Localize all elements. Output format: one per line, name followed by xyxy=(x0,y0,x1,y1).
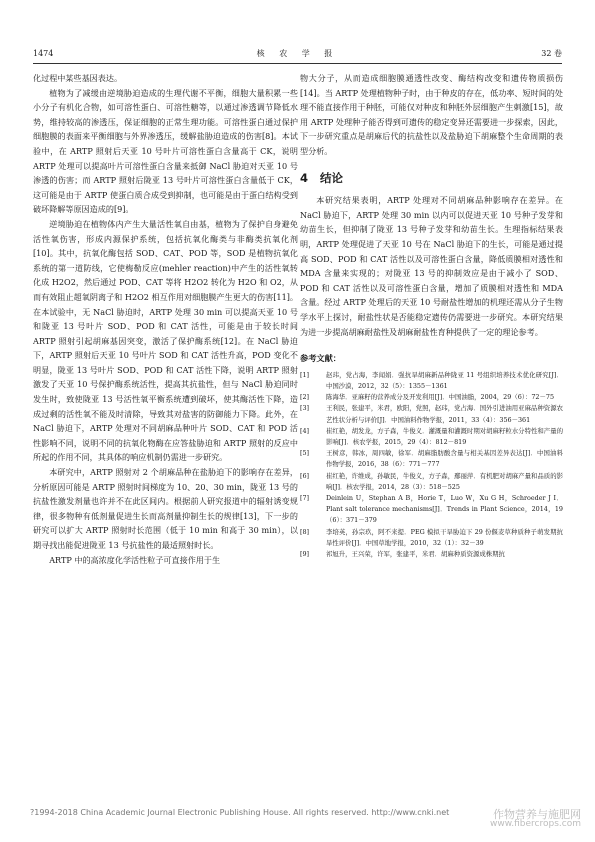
references-heading: 参考文献： xyxy=(300,353,341,364)
section-number: 4 xyxy=(300,170,309,185)
paragraph: ARTP 中的高浓度化学活性粒子可直接作用于生 xyxy=(49,554,221,565)
conclusion-paragraph: 本研究结果表明，ARTP 处理对不同胡麻品种影响存在差异。在 NaCl 胁迫下，ARTP 处理 30 min 以内可以促进天亚 10 号种子发芽和幼苗生长，但抑制了陇亚 13 号种子发芽和幼苗生长。生理指标结果表明，ARTP 处理促进了天亚 10 号在 NaCl 胁迫下的生长，可能是通过提高 SOD、POD 和 CAT 活性以及可溶性蛋白含量，降低质膜相对透性和 MDA 含量来实现的；对陇亚 13 号的抑制效应是由于减小了 SOD、POD 和 CAT 活性以及可溶性蛋白含量，增加了质膜相对透性和 MDA 含量。经过 ARTP 处理后的天亚 10 号耐盐性增加的机理还需从分子生物学水平上探讨，耐盐性状是否能稳定遗传仍需要进一步研究。本研究结果为进一步提高胡麻耐盐性及胡麻耐盐性育种提供了一定的理论参考。 xyxy=(300,195,563,337)
paragraph: 植物为了减缓由逆境胁迫造成的生理代谢不平衡，细胞大量积累一些小分子有机化合物，如可溶性蛋白、可溶性糖等，以通过渗透调节降低水势，维持较高的渗透压，保证细胞的正常生理功能。可溶性蛋白通过保护细胞膜的表面来平衡细胞与外界渗透压，缓解盐胁迫造成的伤害[8]。本试验中，在 ARTP 照射后天亚 10 号叶片可溶性蛋白含量高于 CK，说明 ARTP 处理可以提高叶片可溶性蛋白含量来抵御 NaCl 胁迫对天亚 10 号渗透的伤害；而 ARTP 照射后陇亚 13 号叶片可溶性蛋白含量低于 CK，这可能是由于 ARTP 使蛋白质合成受到抑制，也可能是由于蛋白结构受到破坏降解等原因造成的[9]。 xyxy=(33,87,298,215)
reference-text: 李培英，孙宗玖，阿不来提．PEG 模拟干旱胁迫下 29 份偃麦草种质种子萌发期抗旱性评价[J]．中国草地学报，2010，32（1）：32－39 xyxy=(326,527,563,547)
reference-text: 王树彦，韩冰，周四敏，徐军．胡麻脂肪酸含量与相关基因差异表达[J]．中国油料作物学报，2016，38（6）：771－777 xyxy=(326,449,563,469)
reference-item xyxy=(300,549,563,560)
reference-item xyxy=(300,426,563,448)
reference-item xyxy=(300,448,563,470)
reference-item xyxy=(300,403,563,425)
reference-list xyxy=(300,370,563,560)
reference-item xyxy=(300,527,563,549)
reference-number: [7] xyxy=(300,493,310,502)
reference-text: 赵玮，党占海，李闻娟．强抗旱胡麻新品种陇亚 11 号组织培养技术优化研究[J]．中国沙漠，2012，32（5）：1355－1361 xyxy=(326,370,563,390)
paragraph: 物大分子，从而造成细胞膜通透性改变、酶结构改变和遗传物质损伤[14]。当 ARTP 处理植物种子时，由于种皮的存在，低功率、短时间的处理不能直接作用于种胚，可能仅对种皮和种胚外层细胞产生刺激[15]，故用 ARTP 处理种子能否得到可遗传的稳定变异还需要进一步探索，因此，下一步研究重点是胡麻后代的抗盐性以及盐胁迫下胡麻整个生命周期的表型分析。 xyxy=(300,73,563,156)
reference-text: 王利民，张建平，米君，欧阳，党照，赵玮，党占海．国外引进油用亚麻品种资源农艺性状分析与评价[J]．中国油料作物学报，2011，33（4）：356－361 xyxy=(326,404,563,424)
volume-label: 32 卷 xyxy=(541,49,562,58)
right-column xyxy=(300,71,563,560)
reference-number: [5] xyxy=(300,449,310,458)
reference-text: Deinlein U，Stephan A B，Horie T，Luo W，Xu G H，Schroeder J I．Plant salt tolerance mechanisms[J]．Trends in Plant Science，2014，19（6）：371－379 xyxy=(326,493,563,525)
page-number: 1474 xyxy=(33,49,54,58)
left-column xyxy=(33,71,298,567)
reference-number: [4] xyxy=(300,426,310,435)
journal-title: 核 农 学 报 xyxy=(256,49,339,58)
watermark-logo-text: 作物营养与施肥网 xyxy=(493,808,581,821)
reference-item xyxy=(300,493,563,527)
reference-item xyxy=(300,471,563,493)
reference-number: [9] xyxy=(300,549,310,558)
header-rule xyxy=(33,63,562,64)
running-header xyxy=(33,47,562,61)
paragraph: 本研究中，ARTP 照射对 2 个胡麻品种在盐胁迫下的影响存在差异，分析原因可能是 ARTP 照射时间梯度为 10、20、30 min，陇亚 13 号的抗盐性激发剂量也许并不在此区间内。根据前人研究报道中的辐射诱变规律，很多物种有低剂量促进生长而高剂量抑制生长的规律[13]，下一步的研究可以扩大 ARTP 照射时长范围（低于 10 min 和高于 30 min），以期寻找出能促进陇亚 13 号抗盐性的最适照射时长。 xyxy=(33,467,298,550)
reference-text: 崔红艳，许维成，孙敏民，牛俊义，方子森，鄢丽萍．有机肥对胡麻产量和品质的影响[J]．核农学报，2014，28（3）：518－525 xyxy=(326,471,563,491)
section-heading-conclusion xyxy=(300,171,563,186)
watermark-url: www.fibercrops.com xyxy=(490,819,581,829)
reference-number: [8] xyxy=(300,527,310,536)
reference-item xyxy=(300,370,563,392)
reference-item xyxy=(300,392,563,403)
reference-text: 祁旭升，王兴荣，许军，张建平，米君．胡麻种质资源成株期抗 xyxy=(326,549,505,558)
copyright-notice: ?1994-2018 China Academic Journal Electronic Publishing House. All rights reserved. http://www.cnki.net xyxy=(30,808,450,817)
reference-number: [6] xyxy=(300,471,310,480)
reference-text: 崔红艳，胡发龙，方子森，牛俊义．灌溉量和灌溉时期对胡麻籽粒水分特性和产量的影响[J]．核农学报，2015，29（4）：812－819 xyxy=(326,426,563,446)
reference-number: [1] xyxy=(300,370,310,379)
paragraph: 化过程中某些基因表达。 xyxy=(33,73,123,83)
paragraph: 逆境胁迫在植物体内产生大量活性氧自由基，植物为了保护自身避免活性氧伤害，形成内源保护系统，包括抗氧化酶类与非酶类抗氧化剂[10]。其中，抗氧化酶包括 SOD、CAT、POD 等，SOD 是植物抗氧化系统的第一道防线，它使梅勒反应(mehler reaction)中产生的活性氧转化成 H2O2，然后通过 POD、CAT 等将 H2O2 转化为 H2O 和 O2，从而有效阻止超氧阴离子和 H2O2 相互作用对细胞膜产生更大的伤害[11]。在本试验中，无 NaCl 胁迫时，ARTP 处理 30 min 可以提高天亚 10 号和陇亚 13 号叶片 SOD、POD 和 CAT 活性，可能是由于较长时间 ARTP 照射引起胡麻基因突变，激活了保护酶系统[12]。在 NaCl 胁迫下，ARTP 照射后天亚 10 号叶片 SOD 和 CAT 活性升高，POD 变化不明显，陇亚 13 号叶片 SOD、POD 和 CAT 活性下降，说明 ARTP 照射激发了天亚 10 号保护酶系统活性，提高其抗盐性，但与 NaCl 胁迫同时发生时，致使陇亚 13 号活性氧平衡系统遭到破坏，使其酶活性下降，造成过剩的活性氧不能及时清除，导致其对盐害的防御能力下降。此外，在 NaCl 胁迫下，ARTP 处理对不同胡麻品种叶片 SOD、CAT 和 POD 活性影响不同，说明不同的抗氧化物酶在应答盐胁迫和 ARTP 照射的反应中所起的作用不同，其具体的响应机制仍需进一步研究。 xyxy=(33,218,298,463)
reference-number: [2] xyxy=(300,393,310,402)
reference-text: 陈海华．亚麻籽的营养成分及开发利用[J]．中国油脂，2004，29（6）：72－75 xyxy=(326,393,555,402)
section-title: 结论 xyxy=(320,170,344,185)
reference-number: [3] xyxy=(300,404,310,413)
